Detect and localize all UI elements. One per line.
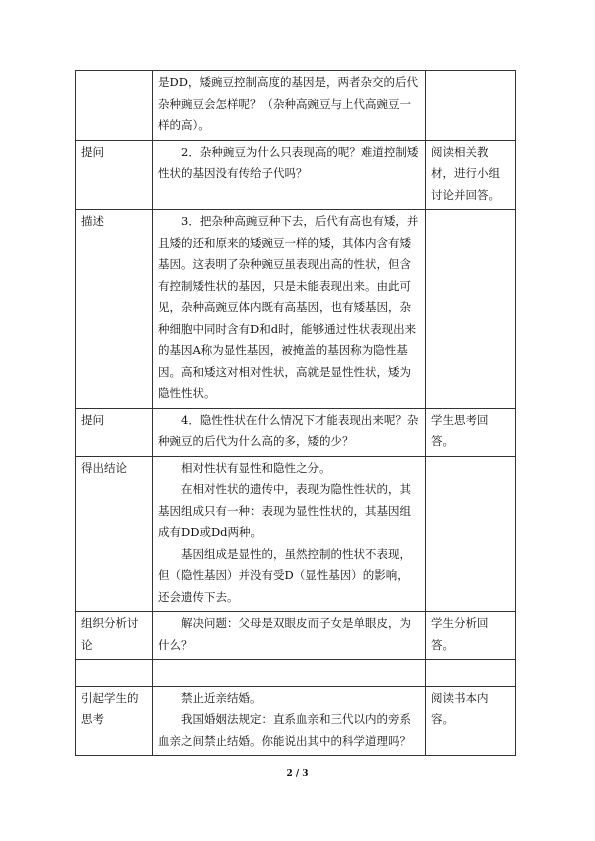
content-paragraph: 相对性状有显性和隐性之分。 [181, 460, 331, 475]
content-paragraph: 禁止近亲结婚。 [181, 690, 262, 705]
student-activity-cell [426, 456, 516, 612]
page-number: 2 / 3 [286, 769, 309, 779]
stage-cell: 提问 [76, 408, 153, 456]
lesson-plan-table [75, 70, 516, 756]
content-paragraph: 2．杂种豌豆为什么只表现高的呢？难道控制矮性状的基因没有传给子代吗？ [158, 144, 419, 180]
content-paragraph: 在相对性状的遗传中，表现为隐性性状的，其基因组成只有一种：表现为显性性状的，其基因组成有DD或Dd两种。 [158, 482, 411, 539]
content-cell [153, 686, 426, 756]
student-activity-cell [426, 660, 516, 687]
table-row [76, 660, 516, 687]
student-activity-cell [426, 210, 516, 409]
content-paragraph: 基因组成是显性的，虽然控制的性状不表现，但（隐性基因）并没有受D（显性基因）的影响，还会遗传下去。 [158, 546, 411, 604]
stage-cell [76, 660, 153, 687]
table-row [76, 71, 516, 141]
stage-cell: 组织分析讨论 [76, 612, 153, 660]
content-cell [153, 210, 426, 409]
table-row [76, 456, 516, 612]
student-activity-cell: 阅读书本内容。 [426, 686, 516, 756]
content-cell [153, 140, 426, 210]
content-cell [153, 660, 426, 687]
content-cell [153, 71, 426, 141]
content-paragraph: 解决问题：父母是双眼皮而子女是单眼皮，为什么？ [158, 616, 411, 652]
table-row [76, 408, 516, 456]
student-activity-cell: 阅读相关教材，进行小组讨论并回答。 [426, 140, 516, 210]
student-activity-cell: 学生分析回答。 [426, 612, 516, 660]
content-paragraph: 4．隐性性状在什么情况下才能表现出来呢？杂种豌豆的后代为什么高的多，矮的少？ [158, 412, 419, 448]
stage-cell [76, 71, 153, 141]
stage-cell: 描述 [76, 210, 153, 409]
content-paragraph: 是DD，矮豌豆控制高度的基因是，两者杂交的后代杂种豌豆会怎样呢？（杂种高豌豆与上代高豌豆一样的高）。 [158, 75, 418, 132]
stage-cell: 得出结论 [76, 456, 153, 612]
stage-cell: 提问 [76, 140, 153, 210]
student-activity-cell [426, 71, 516, 141]
student-activity-cell: 学生思考回答。 [426, 408, 516, 456]
table-row [76, 210, 516, 409]
content-paragraph [158, 661, 420, 683]
content-cell [153, 612, 426, 660]
content-cell [153, 408, 426, 456]
content-paragraph: 我国婚姻法规定：直系血亲和三代以内的旁系血亲之间禁止结婚。你能说出其中的科学道理吗？ [158, 712, 411, 748]
table-row [76, 612, 516, 660]
stage-cell: 引起学生的思考 [76, 686, 153, 756]
table-row [76, 140, 516, 210]
content-paragraph: 3．把杂种高豌豆种下去，后代有高也有矮，并且矮的还和原来的矮豌豆一样的矮，其体内含有矮基因。这表明了杂种豌豆虽表现出高的性状，但含有控制矮性状的基因，只是未能表现出来。由此可见，杂种高豌豆体内既有高基因，也有矮基因，杂种细胞中同时含有D和d时，能够通过性状表现出来的基因A称为显性基因，被掩盖的基因称为隐性基因。高和矮这对相对性状，高就是显性性状，矮为隐性性状。 [158, 214, 419, 400]
content-cell [153, 456, 426, 612]
table-row [76, 686, 516, 756]
